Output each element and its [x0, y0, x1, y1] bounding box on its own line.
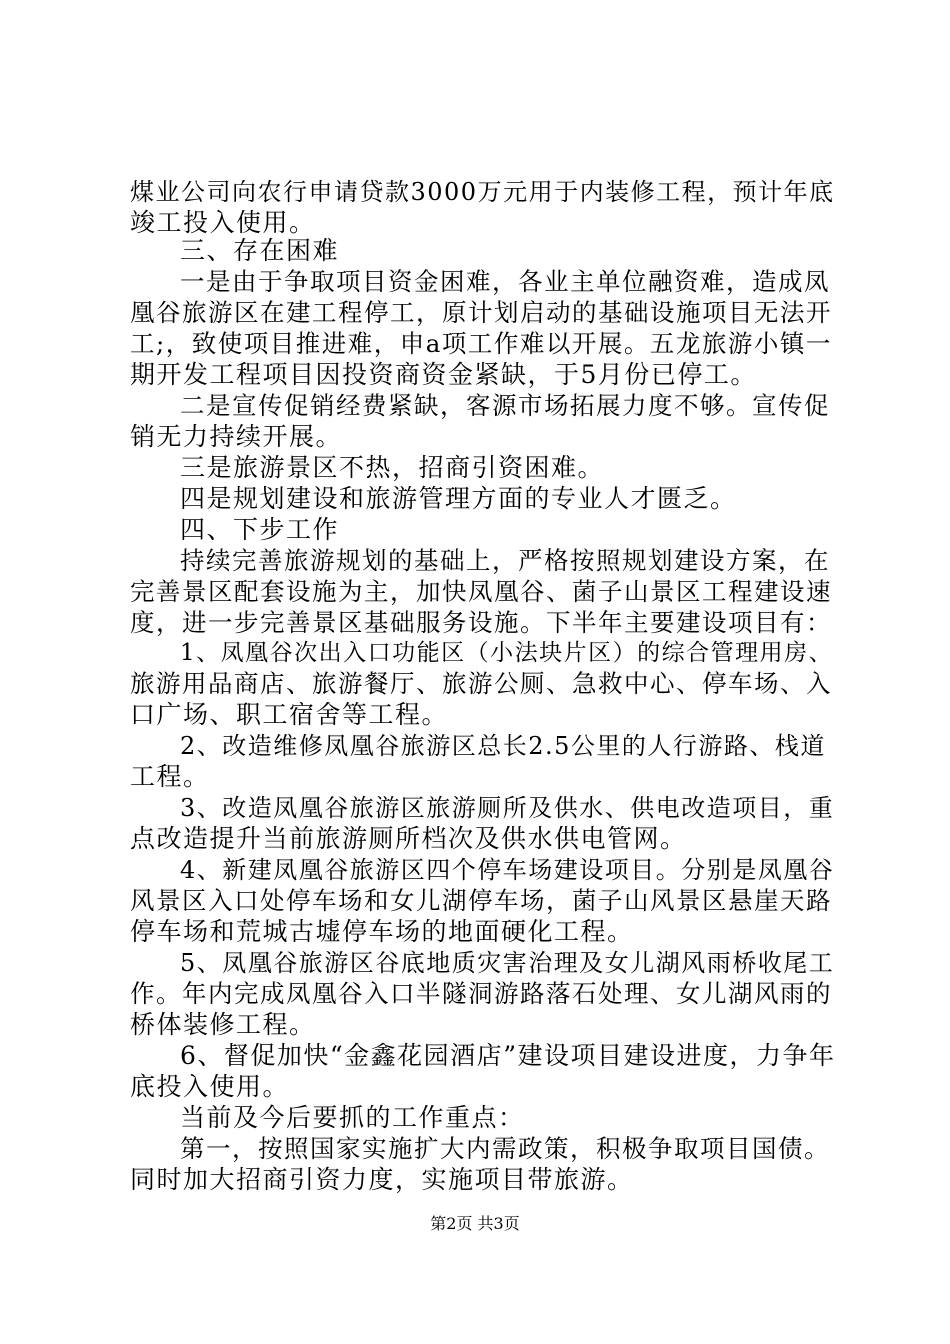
body-text-line: 一是由于争取项目资金困难，各业主单位融资难，造成凤 — [180, 267, 830, 296]
body-text-line: 旅游用品商店、旅游餐厅、旅游公厕、急救中心、停车场、入 — [130, 669, 832, 698]
body-text-line: 同时加大招商引资力度，实施项目带旅游。 — [130, 1165, 634, 1194]
body-text-line: 当前及今后要抓的工作重点： — [180, 1103, 525, 1132]
body-text-line: 期开发工程项目因投资商资金紧缺，于5月份已停工。 — [130, 360, 757, 389]
body-text-line: 作。年内完成凤凰谷入口半隧洞游路落石处理、女儿湖风雨的 — [130, 979, 832, 1008]
body-text-line: 5、凤凰谷旅游区谷底地质灾害治理及女儿湖风雨桥收尾工 — [180, 949, 835, 977]
body-text-line: 4、新建凤凰谷旅游区四个停车场建设项目。分别是凤凰谷 — [180, 856, 835, 884]
body-text-line: 6、督促加快“金鑫花园酒店”建设项目建设进度，力争年 — [180, 1041, 836, 1070]
body-text-line: 停车场和荒城古墟停车场的地面硬化工程。 — [130, 917, 634, 946]
body-text-line: 桥体装修工程。 — [130, 1010, 316, 1039]
body-text-line: 完善景区配套设施为主，加快凤凰谷、菌子山景区工程建设速 — [130, 577, 832, 606]
section-heading: 四、下步工作 — [180, 515, 340, 544]
body-text-line: 2、改造维修凤凰谷旅游区总长2.5公里的人行游路、栈道 — [180, 732, 826, 760]
body-text-line: 1、凤凰谷次出入口功能区（小法块片区）的综合管理用房、 — [180, 640, 834, 666]
body-text-line: 销无力持续开展。 — [130, 422, 343, 451]
page-footer: 第2页 共3页 — [430, 1214, 520, 1233]
body-text-line: 工程。 — [130, 762, 210, 791]
body-text-line: 第一，按照国家实施扩大内需政策，积极争取项目国债。 — [180, 1134, 830, 1163]
body-text-line: 点改造提升当前旅游厕所档次及供水供电管网。 — [130, 824, 687, 853]
body-text-line: 持续完善旅游规划的基础上，严格按照规划建设方案，在 — [180, 546, 830, 575]
body-text-line: 二是宣传促销经费紧缺，客源市场拓展力度不够。宣传促 — [180, 391, 830, 420]
body-text-line: 三是旅游景区不热，招商引资困难。 — [180, 453, 605, 482]
body-text-line: 风景区入口处停车场和女儿湖停车场，菌子山风景区悬崖天路 — [130, 886, 832, 915]
body-text-line: 四是规划建设和旅游管理方面的专业人才匮乏。 — [180, 484, 737, 513]
body-text-line: 煤业公司向农行申请贷款3000万元用于内装修工程，预计年底 — [130, 178, 835, 206]
body-text-line: 竣工投入使用。 — [130, 208, 316, 237]
body-text-line: 底投入使用。 — [130, 1072, 290, 1101]
body-text-line: 度，进一步完善景区基础服务设施。下半年主要建设项目有： — [130, 608, 832, 637]
body-text-line: 工;，致使项目推进难，申a项工作难以开展。五龙旅游小镇一 — [130, 329, 832, 358]
section-heading: 三、存在困难 — [180, 236, 340, 265]
body-text-line: 3、改造凤凰谷旅游区旅游厕所及供水、供电改造项目，重 — [180, 794, 835, 822]
body-text-line: 凰谷旅游区在建工程停工，原计划启动的基础设施项目无法开 — [130, 298, 832, 327]
body-text-line: 口广场、职工宿舍等工程。 — [130, 700, 449, 729]
